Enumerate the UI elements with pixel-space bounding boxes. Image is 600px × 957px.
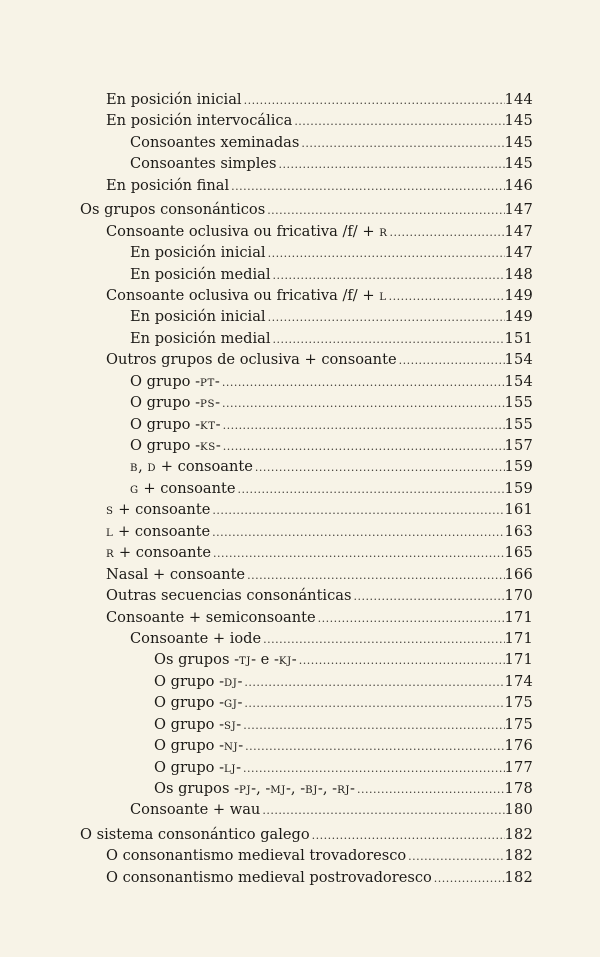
dot-leader	[241, 758, 505, 779]
toc-entry-line	[106, 564, 533, 586]
toc-entry-line	[130, 392, 533, 415]
toc-page-number: 175	[504, 694, 533, 712]
toc-entry-title: B, D + consoante	[130, 458, 253, 476]
toc-entry-title: Consoantes simples	[130, 155, 277, 173]
table-of-contents	[0, 89, 600, 888]
toc-entry-line	[130, 435, 533, 458]
dot-leader	[355, 779, 505, 800]
toc-entry-line	[130, 456, 533, 479]
toc-entry	[0, 349, 600, 370]
toc-entry-title: Consoante + wau	[130, 801, 261, 819]
toc-page-number: 171	[504, 629, 533, 647]
dot-leader	[245, 565, 504, 586]
toc-entry	[0, 649, 600, 670]
dot-leader	[299, 133, 504, 154]
toc-entry-title: O sistema consonántico galego	[80, 825, 310, 843]
toc-entry-line	[106, 542, 533, 565]
toc-entry-title: En posición medial	[130, 329, 271, 347]
toc-entry	[0, 585, 600, 606]
toc-entry-title: Os grupos consonánticos	[80, 201, 266, 219]
dot-leader	[261, 629, 504, 650]
toc-entry-line	[130, 628, 533, 650]
toc-page-number: 163	[504, 522, 533, 540]
toc-entry	[0, 845, 600, 866]
toc-entry-line	[106, 221, 533, 244]
toc-page-number: 147	[504, 201, 533, 219]
toc-page-number: 159	[504, 458, 533, 476]
dot-leader	[241, 715, 504, 736]
toc-entry-line	[130, 478, 533, 501]
toc-entry	[0, 306, 600, 327]
dot-leader	[243, 736, 504, 757]
dot-leader	[297, 650, 505, 671]
toc-entry-title: Consoante + iode	[130, 629, 262, 647]
toc-entry-title: O grupo -NJ-	[154, 737, 244, 755]
toc-entry-title: En posición medial	[130, 265, 271, 283]
toc-entry-title: En posición inicial	[130, 308, 266, 326]
toc-entry-title: Os grupos -PJ-, -MJ-, -BJ-, -RJ-	[154, 780, 355, 797]
toc-entry-title: G + consoante	[130, 479, 236, 497]
toc-entry	[0, 392, 600, 413]
toc-entry	[0, 607, 600, 628]
dot-leader	[242, 693, 504, 714]
toc-entry-title: O grupo -DJ-	[154, 672, 243, 690]
dot-leader	[277, 154, 505, 175]
dot-leader	[271, 329, 505, 350]
toc-page-number: 182	[504, 825, 533, 843]
toc-page-number: 145	[504, 112, 533, 130]
toc-entry-line	[106, 867, 533, 889]
toc-page-number: 149	[504, 308, 533, 326]
dot-leader	[351, 586, 504, 607]
toc-entry-title: L + consoante	[106, 522, 211, 540]
toc-entry-line	[130, 153, 533, 175]
toc-entry	[0, 542, 600, 563]
dot-leader	[432, 868, 505, 889]
dot-leader	[236, 479, 505, 500]
toc-entry-title: En posición intervocálica	[106, 112, 293, 130]
toc-entry-title: O grupo -LJ-	[154, 758, 242, 776]
toc-entry	[0, 264, 600, 285]
toc-entry-line	[106, 607, 533, 629]
toc-entry-line	[154, 735, 533, 758]
toc-entry-line	[130, 264, 533, 286]
toc-entry	[0, 824, 600, 845]
toc-entry	[0, 478, 600, 499]
toc-entry	[0, 564, 600, 585]
toc-entry	[0, 153, 600, 174]
toc-entry-title: Nasal + consoante	[106, 565, 246, 583]
toc-entry-title: Outros grupos de oclusiva + consoante	[106, 351, 397, 369]
toc-entry-title: Outras secuencias consonánticas	[106, 587, 352, 605]
toc-page-number: 148	[504, 265, 533, 283]
toc-entry-line	[106, 175, 533, 197]
toc-entry-line	[130, 371, 533, 394]
toc-page-number: 171	[504, 651, 533, 669]
toc-page-number: 177	[504, 758, 533, 776]
dot-leader	[310, 825, 505, 846]
toc-page-number: 170	[504, 587, 533, 605]
toc-entry	[0, 89, 600, 110]
dot-leader	[242, 672, 504, 693]
toc-entry	[0, 435, 600, 456]
toc-entry	[0, 799, 600, 820]
toc-entry-title: Os grupos -TJ- e -KJ-	[154, 651, 297, 669]
dot-leader	[210, 522, 504, 543]
toc-entry	[0, 199, 600, 220]
toc-entry	[0, 735, 600, 756]
toc-page-number: 175	[504, 715, 533, 733]
toc-entry-line	[130, 242, 533, 264]
dot-leader	[387, 286, 505, 307]
toc-entry	[0, 285, 600, 306]
toc-entry-line	[154, 671, 533, 694]
toc-entry-line	[130, 328, 533, 350]
toc-entry-title: O grupo -PS-	[130, 394, 221, 412]
toc-entry-title: O grupo -PT-	[130, 372, 220, 390]
dot-leader	[242, 90, 505, 111]
toc-page-number: 178	[504, 780, 533, 797]
toc-page-number: 166	[504, 565, 533, 583]
toc-entry-title: O grupo -KS-	[130, 437, 221, 454]
toc-entry-line	[130, 132, 533, 154]
toc-entry-title: En posición inicial	[130, 244, 266, 262]
toc-entry-line	[130, 414, 533, 437]
dot-leader	[406, 846, 504, 867]
toc-page-number: 174	[504, 672, 533, 690]
toc-entry-line	[106, 110, 533, 132]
toc-page-number: 157	[504, 437, 533, 454]
toc-entry-title: Consoantes xeminadas	[130, 133, 300, 151]
toc-entry	[0, 714, 600, 735]
toc-entry	[0, 671, 600, 692]
toc-entry-line	[80, 199, 533, 221]
toc-entry	[0, 521, 600, 542]
toc-entry-title: O grupo -SJ-	[154, 715, 242, 733]
toc-entry	[0, 757, 600, 778]
toc-entry-line	[106, 521, 533, 544]
toc-entry-line	[130, 306, 533, 328]
toc-entry	[0, 414, 600, 435]
toc-entry	[0, 328, 600, 349]
toc-page-number: 171	[504, 608, 533, 626]
toc-page-number: 180	[504, 801, 533, 819]
dot-leader	[220, 393, 505, 414]
toc-page-number: 165	[504, 544, 533, 562]
dot-leader	[397, 350, 505, 371]
toc-entry	[0, 242, 600, 263]
toc-entry	[0, 628, 600, 649]
toc-page-number: 146	[504, 176, 533, 194]
toc-entry	[0, 692, 600, 713]
toc-entry-line	[154, 714, 533, 737]
toc-entry-line	[106, 89, 533, 111]
dot-leader	[221, 415, 505, 436]
toc-entry-line	[106, 845, 533, 867]
toc-entry-title: O grupo -GJ-	[154, 694, 243, 712]
dot-leader	[221, 436, 505, 457]
toc-page-number: 154	[504, 351, 533, 369]
toc-entry-title: R + consoante	[106, 544, 212, 562]
toc-page-number: 182	[504, 847, 533, 865]
toc-entry-line	[154, 692, 533, 715]
toc-page-number: 145	[504, 133, 533, 151]
toc-entry	[0, 110, 600, 131]
toc-entry-line	[154, 778, 533, 801]
toc-entry-title: O consonantismo medieval trovadoresco	[106, 847, 407, 865]
dot-leader	[316, 608, 505, 629]
toc-page-number: 176	[504, 737, 533, 755]
dot-leader	[253, 457, 505, 478]
toc-entry-line	[106, 349, 533, 371]
toc-page-number: 145	[504, 155, 533, 173]
toc-entry-line	[106, 285, 533, 308]
toc-page-number: 182	[504, 868, 533, 886]
toc-entry-line	[106, 585, 533, 607]
dot-leader	[265, 200, 504, 221]
toc-entry-title: En posición inicial	[106, 91, 242, 108]
toc-entry	[0, 456, 600, 477]
dot-leader	[260, 800, 504, 821]
toc-entry-line	[80, 824, 533, 846]
toc-page-number: 159	[504, 479, 533, 497]
toc-entry	[0, 867, 600, 888]
toc-entry-title: S + consoante	[106, 501, 211, 519]
toc-entry	[0, 132, 600, 153]
toc-entry	[0, 371, 600, 392]
dot-leader	[271, 265, 505, 286]
toc-page-number: 161	[504, 501, 533, 519]
dot-leader	[266, 307, 505, 328]
toc-entry-title: En posición final	[106, 176, 230, 194]
dot-leader	[266, 243, 505, 264]
toc-page-number: 154	[504, 372, 533, 390]
toc-page-number: 144	[504, 91, 533, 108]
toc-page-number: 147	[504, 244, 533, 262]
toc-page-number: 151	[504, 329, 533, 347]
dot-leader	[220, 372, 505, 393]
dot-leader	[210, 500, 504, 521]
toc-entry	[0, 221, 600, 242]
toc-page-number: 149	[504, 286, 533, 304]
toc-entry	[0, 175, 600, 196]
toc-page-number: 155	[504, 394, 533, 412]
toc-entry-line	[154, 649, 533, 672]
dot-leader	[211, 543, 505, 564]
toc-entry-line	[154, 757, 533, 780]
dot-leader	[388, 222, 505, 243]
toc-entry-title: O consonantismo medieval postrovadoresco	[106, 868, 432, 886]
toc-page-number: 147	[504, 222, 533, 240]
toc-entry-line	[106, 499, 533, 522]
toc-entry-line	[130, 799, 533, 821]
toc-entry-title: Consoante + semiconsoante	[106, 608, 316, 626]
toc-entry-title: O grupo -KT-	[130, 415, 221, 433]
toc-entry	[0, 499, 600, 520]
dot-leader	[292, 111, 504, 132]
toc-entry-title: Consoante oclusiva ou fricativa /f/ + R	[106, 222, 388, 240]
toc-entry	[0, 778, 600, 799]
toc-page-number: 155	[504, 415, 533, 433]
toc-entry-title: Consoante oclusiva ou fricativa /f/ + L	[106, 286, 387, 304]
dot-leader	[229, 176, 504, 197]
